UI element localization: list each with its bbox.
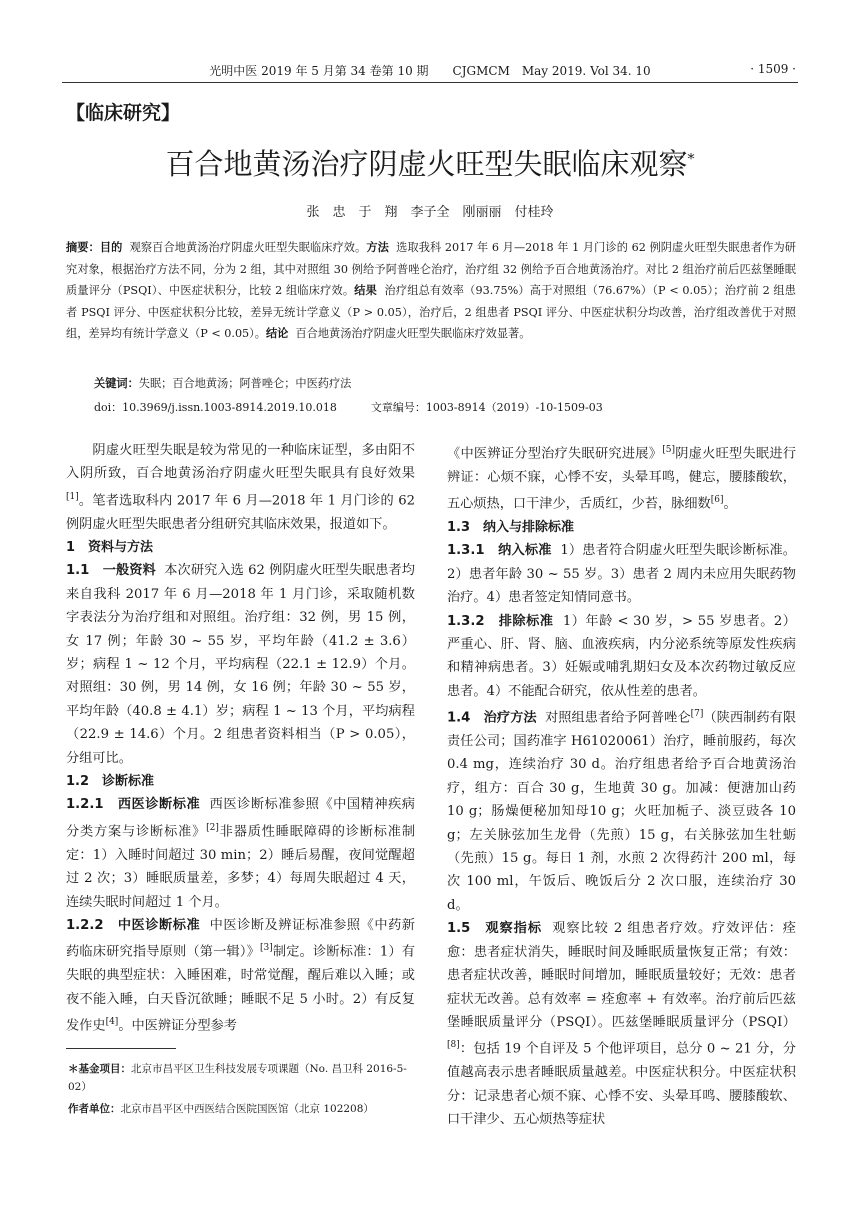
affiliation-footnote <box>68 1100 418 1118</box>
title-text: 百合地黄汤治疗阴虚火旺型失眠临床观察 <box>165 147 688 181</box>
section-1-2-2 <box>66 914 415 1038</box>
keywords <box>94 375 351 391</box>
left-column <box>66 439 415 1038</box>
heading-1-3-2: 1.3.2 排除标准 <box>447 613 554 629</box>
abstract-method-label: 方法 <box>366 241 389 254</box>
section-1-5 <box>447 917 796 1131</box>
affiliation-label: 作者单位： <box>68 1103 121 1115</box>
abstract-conclusion: 百合地黄汤治疗阴虚火旺型失眠临床疗效显著。 <box>295 327 531 340</box>
funding-footnote <box>68 1060 418 1096</box>
doi: doi：10.3969/j.issn.1003-8914.2019.10.018 <box>94 401 337 414</box>
text-1-4a: 对照组患者给予阿普唑仑 <box>545 710 691 726</box>
page-number: · 1509 · <box>750 62 796 76</box>
title-footnote-mark: * <box>687 151 695 168</box>
right-column <box>447 439 796 1131</box>
text-1-5b: ：包括 19 个自评及 5 个他评项目，总分 0 ~ 21 分，分值越高表示患者睡眠质量越差。中医症状积分。中医症状积分：记录患者心烦不寐、心悸不安、头晕耳鸣、腰膝酸软、口干津少、五心烦热等症状 <box>447 1041 796 1127</box>
authors: 张 忠 于 翔 李子全 刚丽丽 付桂玲 <box>306 205 554 220</box>
abstract-purpose-label: 摘要：目的 <box>66 241 123 254</box>
continued-paragraph <box>447 439 796 516</box>
section-1-4 <box>447 703 796 917</box>
citation: [3] <box>259 943 273 954</box>
citation: [7] <box>690 709 704 720</box>
text-1-3-1: 1）患者符合阴虚火旺型失眠诊断标准。2）患者年龄 30 ~ 55 岁。3）患者 2 周内未应用失眠药物治疗。4）患者签定知情同意书。 <box>447 543 796 606</box>
citation: [5] <box>662 445 675 455</box>
affiliation-text: 北京市昌平区中西医结合医院国医馆（北京 102208） <box>120 1103 374 1115</box>
citation: [4] <box>105 1016 119 1027</box>
funding-text: 北京市昌平区卫生科技发展专项课题（No. 昌卫科 2016-5-02） <box>68 1063 407 1093</box>
text-1-2-1b: 非器质性睡眠障碍的诊断标准制定：1）入睡时间超过 30 min；2）睡后易醒，夜间觉醒超过 2 次；3）睡眠质量差，多梦；4）每周失眠超过 4 天，连续失眠时间超过 1 个月。 <box>66 824 416 910</box>
intro-text: 阴虚火旺型失眠是较为常见的一种临床证型，多由阳不入阴所致，百合地黄汤治疗阴虚火旺型失眠具有良好效果 <box>66 443 415 482</box>
heading-1-1: 1.1 一般资料 <box>66 563 156 579</box>
citation: [6] <box>710 495 724 506</box>
abstract-purpose: 观察百合地黄汤治疗阴虚火旺型失眠临床疗效。 <box>129 241 367 254</box>
text-1-1: 本次研究入选 62 例阴虚火旺型失眠患者均来自我科 2017 年 6 月—2018 年 1 月门诊，采取随机数字表法分为治疗组和对照组。治疗组：32 例，男 15 例，女 17 例；年龄 30 ~ 55 岁，平均年龄（41.2 ± 3.6）岁；病程 1 ~ 12 个月，平均病程（22.1 ± 12.9）个月。对照组：30 例，男 14 例，女 16 例；年龄 30 ~ 55 岁，平均年龄（40.8 ± 4.1）岁；病程 1 ~ 13 个月，平均病程（22.9 ± 14.6）个月。2 组患者资料相当（P > 0.05），分组可比。 <box>66 563 415 766</box>
heading-1-2-2: 1.2.2 中医诊断标准 <box>66 917 201 933</box>
heading-1-5: 1.5 观察指标 <box>447 921 542 937</box>
text-1-2-2b: 制定。诊断标准：1）有失眠的典型症状：入睡困难，时常觉醒，醒后难以入睡；或夜不能入睡，白天昏沉欲睡；睡眠不足 5 小时。2）有反复发作史 <box>66 944 415 1034</box>
article-number: 文章编号：1003-8914（2019）-10-1509-03 <box>370 401 603 414</box>
heading-1-3-1: 1.3.1 纳入标准 <box>447 543 552 559</box>
heading-1: 1 资料与方法 <box>66 540 154 556</box>
text-1-2-1a: 西医诊断标准参照《中国精神疾病分类方案与诊断标准》 <box>66 797 415 840</box>
text-cont-b: 阴虚火旺型失眠进行辨证：心烦不寐，心悸不安，头晕耳鸣，健忘，腰膝酸软，五心烦热，口干津少，舌质红，少苔，脉细数 <box>447 446 797 512</box>
journal-info: 光明中医 2019 年 5 月第 34 卷第 10 期 CJGMCM May 2019. Vol 34. 10 <box>209 64 651 78</box>
abstract-method: 选取我科 2017 年 6 月—2018 年 1 月门诊的 62 例阴虚火旺型失眠患者作为研究对象，根据治疗方法不同，分为 2 组，其中对照组 30 例给予阿普唑仑治疗，治疗组 32 例给予百合地黄汤治疗。对比 2 组治疗前后匹兹堡睡眠质量评分（PSQI）、中医症状积分，比较 2 组临床疗效。 <box>66 241 796 297</box>
text-1-5a: 观察比较 2 组患者疗效。疗效评估：痊愈：患者症状消失，睡眠时间及睡眠质量恢复正常；有效：患者症状改善，睡眠时间增加，睡眠质量较好；无效：患者症状无改善。总有效率 = 痊愈率 + 有效率。治疗前后匹兹堡睡眠质量评分（PSQI）。匹兹堡睡眠质量评分（PSQI） <box>447 921 796 1030</box>
section-1-3-2 <box>447 610 796 704</box>
citation: [2] <box>206 822 219 833</box>
heading-1-2-1: 1.2.1 西医诊断标准 <box>66 797 201 813</box>
text-cont-a: 《中医辨证分型治疗失眠研究进展》 <box>447 446 663 462</box>
footnote-rule <box>66 1048 176 1049</box>
keywords-label: 关键词： <box>94 377 139 390</box>
text-1-4b: （陕西制药有限责任公司；国药准字 H61020061）治疗，睡前服药，每次 0.4 mg，连续治疗 30 d。治疗组患者给予百合地黄汤治疗，组方：百合 30 g，生地黄 30 g。加减：便溏加山药 10 g；肠燥便秘加知母10 g；火旺加栀子、淡豆豉各 10 g；左关脉弦加生龙骨（先煎）15 g，右关脉弦加生牡蛎（先煎）15 g。每日 1 剂，水煎 2 次得药汁 200 ml，每次 100 ml，午饭后、晚饭后分 2 次口服，连续治疗 30 d。 <box>447 710 797 913</box>
intro-text-2: 。笔者选取科内 2017 年 6 月—2018 年 1 月门诊的 62 例阴虚火旺型失眠患者分组研究其临床效果，报道如下。 <box>66 493 415 532</box>
abstract-result-label: 结果 <box>354 284 378 297</box>
heading-1-3: 1.3 纳入与排除标准 <box>447 520 575 535</box>
keywords-text: 失眠；百合地黄汤；阿普唑仑；中医药疗法 <box>138 377 352 390</box>
header-rule <box>62 82 798 83</box>
abstract <box>66 237 796 345</box>
heading-1-4: 1.4 治疗方法 <box>447 710 537 726</box>
abstract-result: 治疗组总有效率（93.75%）高于对照组（76.67%）（P < 0.05）；治疗前 2 组患者 PSQI 评分、中医症状积分比较，差异无统计学意义（P > 0.05），治疗后，2 组患者 PSQI 评分、中医症状积分均改善，治疗组改善优于对照组，差异均有统计学意义（P < 0.05）。 <box>66 284 796 340</box>
doi-line <box>94 399 603 415</box>
text-cont-c: 。 <box>723 496 737 512</box>
abstract-conclusion-label: 结论 <box>265 327 289 340</box>
section-1-1 <box>66 559 415 770</box>
section-1-2-1 <box>66 793 415 913</box>
citation: [8] <box>447 1040 460 1051</box>
text-1-2-2a: 中医诊断及辨证标准参照《中药新药临床研究指导原则（第一辑）》 <box>66 917 415 960</box>
section-tag: 【临床研究】 <box>66 102 181 124</box>
article-title <box>0 142 860 183</box>
running-head <box>0 60 860 84</box>
text-1-2-2c: 。中医辨证分型参考 <box>118 1018 237 1034</box>
text-1-3-2: 1）年龄 < 30 岁，> 55 岁患者。2）严重心、肝、肾、脑、血液疾病，内分泌系统等原发性疾病和精神病患者。3）妊娠或哺乳期妇女及本次药物过敏反应患者。4）不能配合研究，依从性差的患者。 <box>447 613 796 699</box>
section-1-3-1 <box>447 539 796 609</box>
intro-paragraph <box>66 439 415 536</box>
heading-1-2: 1.2 诊断标准 <box>66 774 155 790</box>
citation: [1] <box>66 491 79 502</box>
funding-label: ＊基金项目： <box>68 1063 131 1075</box>
